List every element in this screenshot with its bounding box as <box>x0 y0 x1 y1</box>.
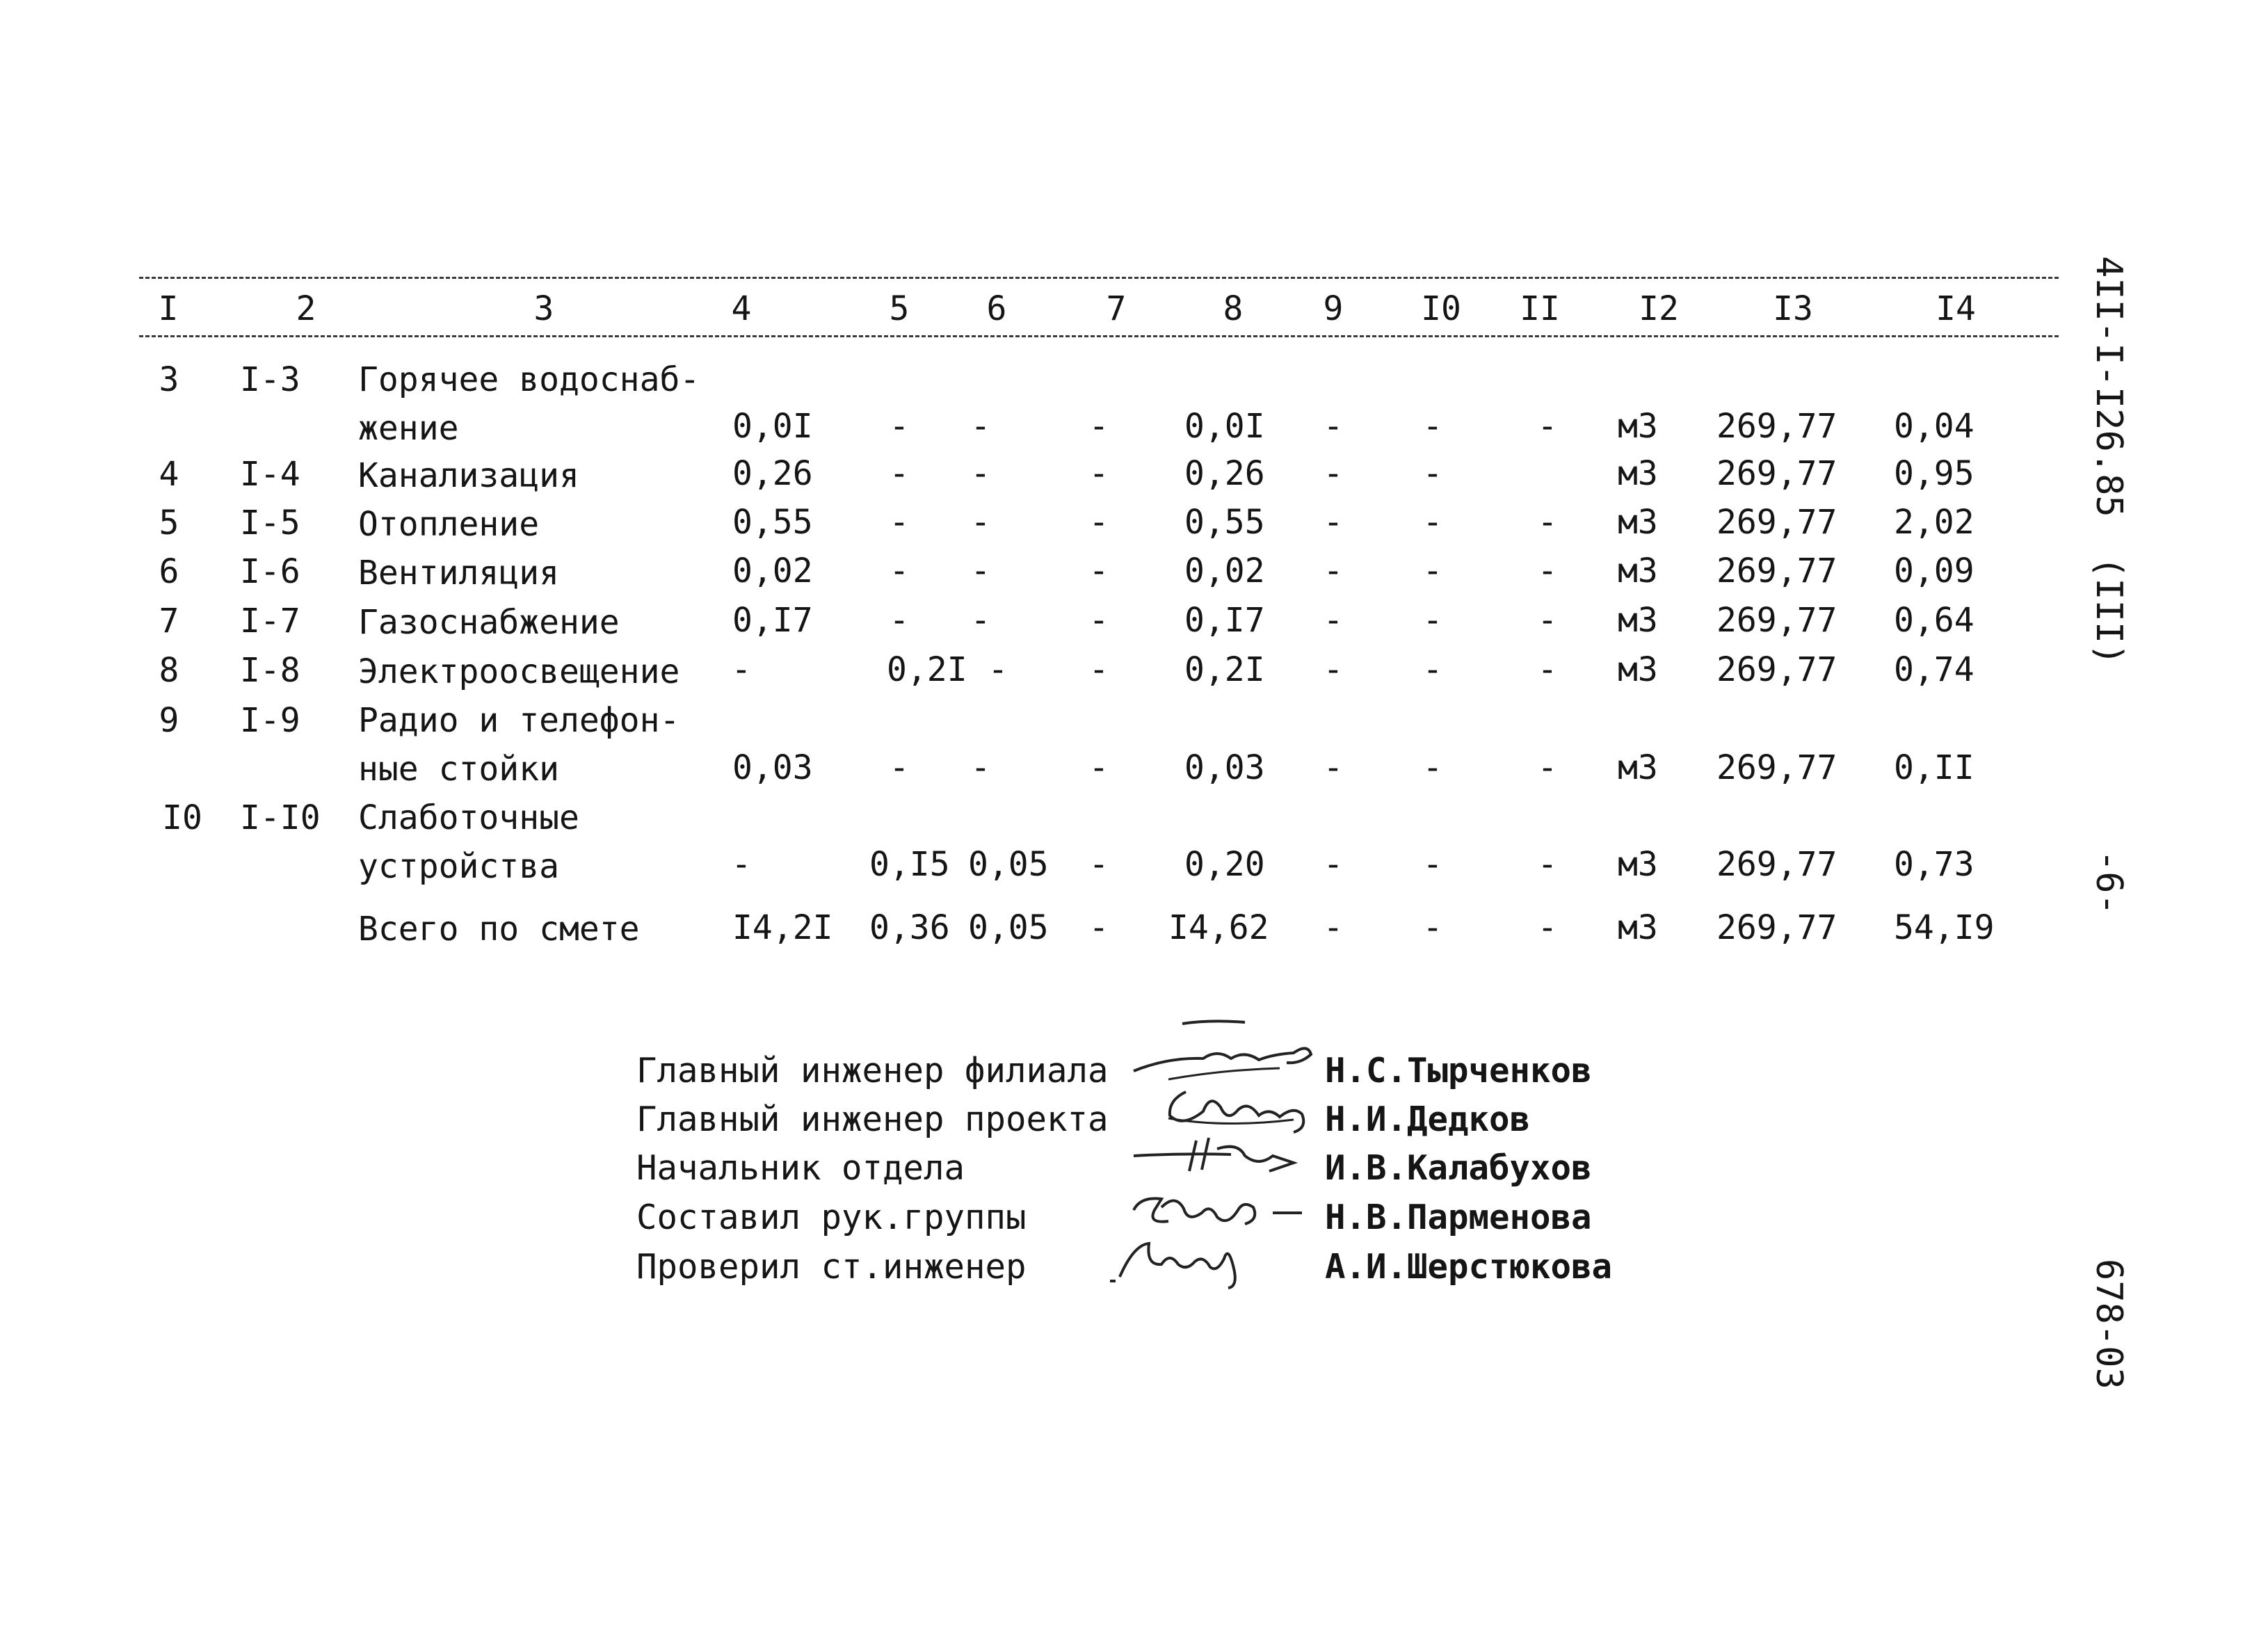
cell-c11: - <box>1537 503 1558 542</box>
cell-c14: 0,73 <box>1894 845 1975 884</box>
cell-c8: 0,03 <box>1184 748 1265 787</box>
signature-name: И.В.Калабухов <box>1325 1148 1592 1188</box>
cell-c10: - <box>1422 454 1443 493</box>
row-code: I-5 <box>240 504 300 542</box>
cell-c13: 269,77 <box>1716 503 1837 542</box>
header-col-6: 6 <box>986 289 1007 328</box>
signature-title: Начальник отдела <box>636 1148 965 1188</box>
cell-c5: - <box>889 407 910 446</box>
row-code: I-9 <box>240 701 300 740</box>
row-number: 6 <box>159 552 179 591</box>
row-number: 5 <box>159 504 179 542</box>
cell-c7: - <box>1088 503 1109 542</box>
row-code: I-4 <box>240 455 300 494</box>
cell-unit: м3 <box>1618 503 1658 542</box>
cell-c10: - <box>1422 503 1443 542</box>
cell-c6: - <box>970 601 991 640</box>
cell-c8: 0,26 <box>1184 454 1265 493</box>
signature-scrawl-3 <box>1127 1128 1321 1184</box>
cell-c7: - <box>1088 748 1109 787</box>
cell-c4: - <box>731 845 752 884</box>
row-code: I-I0 <box>240 798 321 837</box>
signature-name: Н.В.Парменова <box>1325 1198 1592 1237</box>
header-col-5: 5 <box>889 289 910 328</box>
cell-c4: 0,03 <box>732 748 813 787</box>
row-name-line: Вентиляция <box>358 554 559 593</box>
total-c8: I4,62 <box>1168 908 1269 947</box>
header-col-12: I2 <box>1639 289 1679 328</box>
cell-c10: - <box>1422 650 1443 689</box>
cell-c5: - <box>889 454 910 493</box>
signature-title: Составил рук.группы <box>636 1198 1027 1237</box>
cell-c14: 0,04 <box>1894 407 1975 446</box>
signature-title: Главный инженер филиала <box>636 1051 1109 1090</box>
cell-c7: - <box>1088 407 1109 446</box>
cell-c10: - <box>1422 407 1443 446</box>
row-name-line: Радио и телефон- <box>358 701 680 740</box>
total-c10: - <box>1422 908 1443 947</box>
cell-c11: - <box>1537 650 1558 689</box>
cell-c6: - <box>970 503 991 542</box>
cell-c14: 0,II <box>1894 748 1975 787</box>
table-header-rule <box>139 335 2059 337</box>
cell-c9: - <box>1323 503 1344 542</box>
row-code: I-6 <box>240 552 300 591</box>
volume-mark: (III) <box>2088 556 2130 666</box>
cell-c10: - <box>1422 601 1443 640</box>
cell-c4: 0,02 <box>732 551 813 590</box>
cell-c9: - <box>1323 407 1344 446</box>
cell-c5: - <box>889 601 910 640</box>
row-number: I0 <box>162 798 202 837</box>
page-number: -6- <box>2088 850 2130 915</box>
cell-c14: 0,95 <box>1894 454 1975 493</box>
row-name-line: устройства <box>358 847 559 886</box>
row-name-line: Слаботочные <box>358 798 579 837</box>
cell-c7: - <box>1088 601 1109 640</box>
cell-c13: 269,77 <box>1716 650 1837 689</box>
cell-c5: 0,I5 <box>869 845 950 884</box>
header-col-8: 8 <box>1223 289 1244 328</box>
total-c6: 0,05 <box>968 908 1049 947</box>
total-c4: I4,2I <box>732 908 833 947</box>
cell-c9: - <box>1323 454 1344 493</box>
cell-c5: - <box>889 503 910 542</box>
total-c9: - <box>1323 908 1344 947</box>
header-col-7: 7 <box>1106 289 1127 328</box>
cell-unit: м3 <box>1618 601 1658 640</box>
row-number: 8 <box>159 651 179 690</box>
header-col-10: I0 <box>1421 289 1461 328</box>
row-name-line: жение <box>358 409 459 448</box>
cell-c8: 0,2I <box>1184 650 1265 689</box>
cell-unit: м3 <box>1618 650 1658 689</box>
cell-c11: - <box>1537 748 1558 787</box>
total-c14: 54,I9 <box>1894 908 1995 947</box>
cell-c9: - <box>1323 601 1344 640</box>
row-code: I-3 <box>240 360 300 399</box>
total-c5: 0,36 <box>869 908 950 947</box>
header-col-1: I <box>158 289 179 328</box>
cell-c14: 0,09 <box>1894 551 1975 590</box>
cell-c4: 0,I7 <box>732 601 813 640</box>
cell-c9: - <box>1323 748 1344 787</box>
row-name-line: Канализация <box>358 456 579 495</box>
cell-c9: - <box>1323 551 1344 590</box>
cell-c13: 269,77 <box>1716 601 1837 640</box>
cell-c9: - <box>1323 845 1344 884</box>
cell-c6: - <box>970 407 991 446</box>
header-col-14: I4 <box>1936 289 1976 328</box>
row-code: I-7 <box>240 602 300 641</box>
cell-c6: - <box>970 551 991 590</box>
cell-c14: 0,74 <box>1894 650 1975 689</box>
row-code: I-8 <box>240 651 300 690</box>
cell-c4: - <box>731 650 752 689</box>
row-name-line: Газоснабжение <box>358 603 620 642</box>
cell-c10: - <box>1422 845 1443 884</box>
cell-c6: - <box>988 650 1008 689</box>
signature-name: Н.И.Дедков <box>1325 1100 1531 1139</box>
row-name-line: Горячее водоснаб- <box>358 360 700 399</box>
signature-title: Главный инженер проекта <box>636 1100 1109 1139</box>
header-col-13: I3 <box>1773 289 1813 328</box>
signature-title: Проверил ст.инженер <box>636 1247 1027 1287</box>
cell-unit: м3 <box>1618 845 1658 884</box>
cell-c8: 0,0I <box>1184 407 1265 446</box>
cell-c13: 269,77 <box>1716 845 1837 884</box>
cell-c6: - <box>970 454 991 493</box>
cell-c4: 0,0I <box>732 407 813 446</box>
total-c13: 269,77 <box>1716 908 1837 947</box>
cell-c14: 2,02 <box>1894 503 1975 542</box>
row-name-line: Электроосвещение <box>358 652 680 691</box>
cell-c7: - <box>1088 845 1109 884</box>
total-c7: - <box>1088 908 1109 947</box>
total-label: Всего по смете <box>358 910 640 949</box>
cell-c7: - <box>1088 551 1109 590</box>
cell-c13: 269,77 <box>1716 407 1837 446</box>
cell-unit: м3 <box>1618 454 1658 493</box>
cell-c13: 269,77 <box>1716 748 1837 787</box>
cell-c8: 0,02 <box>1184 551 1265 590</box>
row-number: 9 <box>159 701 179 740</box>
row-number: 7 <box>159 602 179 641</box>
sheet-number: 678-03 <box>2088 1259 2130 1390</box>
signature-scrawl-5 <box>1106 1231 1252 1294</box>
cell-c5: - <box>889 551 910 590</box>
cell-unit: м3 <box>1618 551 1658 590</box>
table-top-rule <box>139 277 2059 279</box>
cell-unit: м3 <box>1618 748 1658 787</box>
cell-c13: 269,77 <box>1716 551 1837 590</box>
header-col-9: 9 <box>1323 289 1344 328</box>
cell-c8: 0,55 <box>1184 503 1265 542</box>
header-col-3: 3 <box>533 289 554 328</box>
header-col-2: 2 <box>296 289 316 328</box>
document-code: 4II-I-I26.85 <box>2088 256 2130 517</box>
row-name-line: ные стойки <box>358 750 559 789</box>
cell-c5: 0,2I <box>887 650 967 689</box>
cell-c10: - <box>1422 551 1443 590</box>
cell-c11: - <box>1537 601 1558 640</box>
cell-c9: - <box>1323 650 1344 689</box>
cell-c6: 0,05 <box>968 845 1049 884</box>
cell-c11: - <box>1537 845 1558 884</box>
cell-c4: 0,55 <box>732 503 813 542</box>
signature-name: А.И.Шерстюкова <box>1325 1247 1613 1287</box>
cell-c7: - <box>1088 650 1109 689</box>
cell-c13: 269,77 <box>1716 454 1837 493</box>
cell-c6: - <box>970 748 991 787</box>
row-name-line: Отопление <box>358 505 540 544</box>
cell-c8: 0,20 <box>1184 845 1265 884</box>
header-col-4: 4 <box>731 289 752 328</box>
total-c11: - <box>1537 908 1558 947</box>
cell-c8: 0,I7 <box>1184 601 1265 640</box>
signature-name: Н.С.Тырченков <box>1325 1051 1592 1090</box>
cell-c11: - <box>1537 407 1558 446</box>
cell-c4: 0,26 <box>732 454 813 493</box>
total-unit: м3 <box>1618 908 1658 947</box>
cell-c11: - <box>1537 551 1558 590</box>
row-number: 3 <box>159 360 179 399</box>
cell-unit: м3 <box>1618 407 1658 446</box>
cell-c5: - <box>889 748 910 787</box>
cell-c7: - <box>1088 454 1109 493</box>
header-col-11: II <box>1520 289 1560 328</box>
cell-c10: - <box>1422 748 1443 787</box>
cell-c14: 0,64 <box>1894 601 1975 640</box>
row-number: 4 <box>159 455 179 494</box>
